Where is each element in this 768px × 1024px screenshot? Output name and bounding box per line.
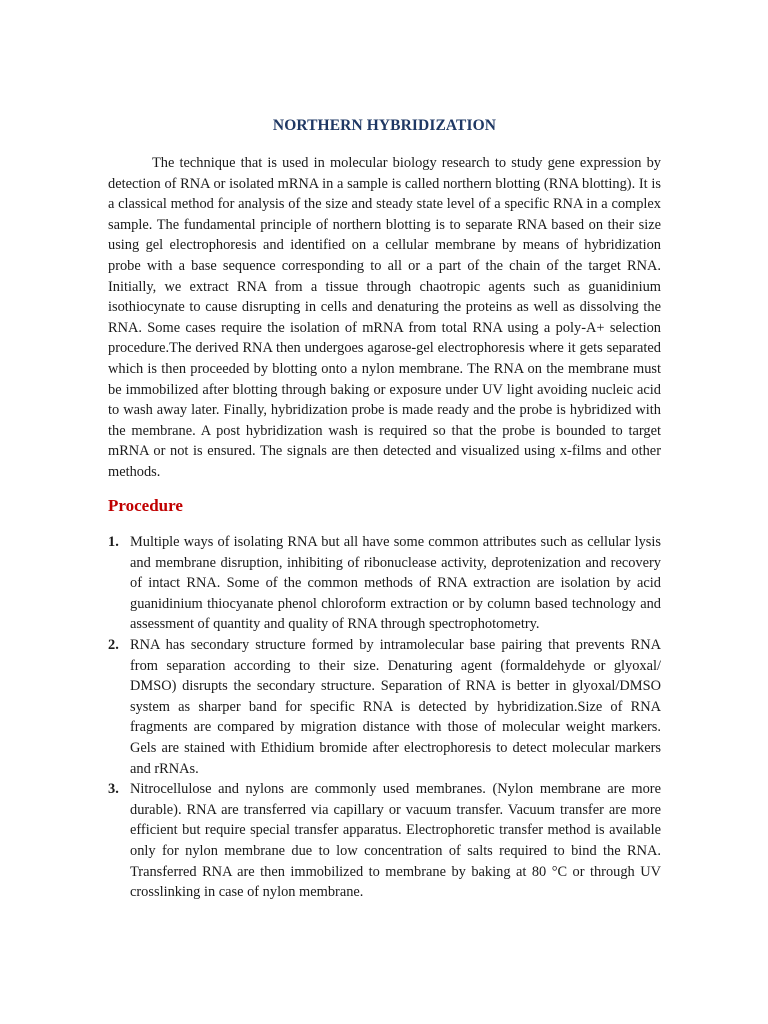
procedure-list — [108, 532, 661, 903]
step-text: Nitrocellulose and nylons are commonly used membranes. (Nylon membrane are more durable). RNA are transferred via capillary or vacuum transfer. Vacuum transfer are more efficient but require special transfer apparatus. Electrophoretic transfer method is available only for nylon membrane due to low concentration of salts required to bind the RNA. Transferred RNA are then immobilized to membrane by baking at 80 °C or through UV crosslinking in case of nylon membrane. — [130, 781, 661, 901]
procedure-step-2 — [108, 635, 661, 779]
document-title: NORTHERN HYBRIDIZATION — [272, 117, 497, 134]
step-text: RNA has secondary structure formed by intramolecular base pairing that prevents RNA from separation according to their size. Denaturing agent (formaldehyde or glyoxal/ DMSO) disrupts the secondary structure. Separation of RNA is better in glyoxal/DMSO system as sharper band for specific RNA is detected by hybridization.Size of RNA fragments are compared by migration distance with those of molecular weight markers. Gels are stained with Ethidium bromide after electrophoresis to detect molecular markers and rRNAs. — [130, 636, 661, 777]
procedure-step-3 — [108, 779, 661, 903]
step-number: 2. — [108, 636, 119, 653]
procedure-heading: Procedure — [108, 496, 183, 515]
step-number: 3. — [108, 781, 119, 798]
procedure-step-1 — [108, 532, 661, 635]
step-text: Multiple ways of isolating RNA but all have some common attributes such as cellular lysis and membrane disruption, inhibiting of ribonuclease activity, deprotenization and recovery of intact RNA. Some of the common methods of RNA extraction are isolation by acid guanidinium thiocyanate phenol chloroform extraction or by column based technology and assessment of quantity and quality of RNA through spectrophotometry. — [130, 534, 661, 633]
step-number: 1. — [108, 534, 119, 550]
intro-paragraph: The technique that is used in molecular biology research to study gene expression by detection of RNA or isolated mRNA in a sample is called northern blotting (RNA blotting). It is a classical method for analysis of the size and steady state level of a specific RNA in a complex sample. The fundamental principle of northern blotting is to separate RNA based on their size using gel electrophoresis and identified on a cellular membrane by means of hybridization probe with a base sequence corresponding to all or a part of the chain of the target RNA. Initially, we extract RNA from a tissue through chaotropic agents such as guanidinium isothiocynate to cause disrupting in cells and denaturing the proteins as well as dissolving the RNA. Some cases require the isolation of mRNA from total RNA using a poly-A+ selection procedure.The derived RNA then undergoes agarose-gel electrophoresis where it gets separated which is then proceeded by blotting onto a nylon membrane. The RNA on the membrane must be immobilized after blotting through baking or exposure under UV light avoiding nucleic acid to wash away later. Finally, hybridization probe is made ready and the probe is hybridized with the membrane. A post hybridization wash is required so that the probe is bounded to target mRNA or not is ensured. The signals are then detected and visualized using x-films and other methods. — [108, 155, 661, 480]
